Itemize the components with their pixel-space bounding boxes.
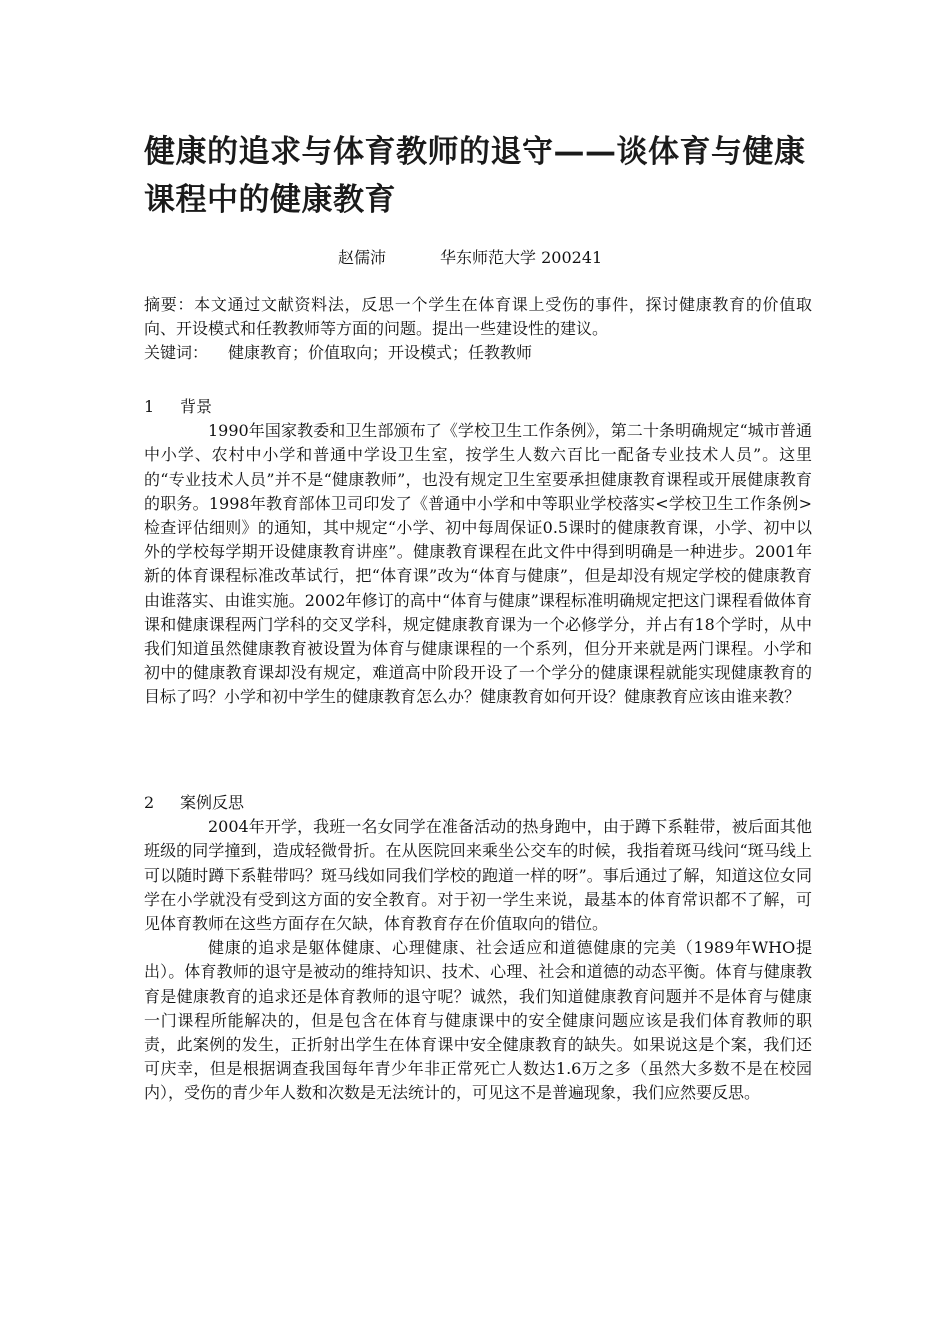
paragraph: 2004年开学，我班一名女同学在准备活动的热身跑中，由于蹲下系鞋带，被后面其他班级的同学撞到，造成轻微骨折。在从医院回来乘坐公交车的时候，我指着斑马线问“斑马线上可以随时蹲下系鞋带吗？斑马线如同我们学校的跑道一样的呀”。事后通过了解，知道这位女同学在小学就没有受到这方面的安全教育。对于初一学生来说，最基本的体育常识都不了解，可见体育教师在这些方面存在欠缺，体育教育存在价值取向的错位。	[144, 817, 812, 934]
section-background	[144, 395, 812, 710]
keywords-text: 健康教育；价值取向；开设模式；任教教师	[228, 343, 533, 363]
abstract-block	[144, 293, 812, 366]
section-number: 2	[144, 793, 155, 812]
section-title: 案例反思	[180, 793, 245, 812]
section-case-reflection	[144, 791, 812, 1106]
abstract-text: 摘要：本文通过文献资料法，反思一个学生在体育课上受伤的事件，探讨健康教育的价值取向、开设模式和任教教师等方面的问题。提出一些建设性的建议。	[144, 295, 812, 339]
paper-title: 健康的追求与体育教师的退守——谈体育与健康课程中的健康教育	[144, 134, 806, 218]
keywords-line	[144, 341, 812, 365]
author-affiliation: 华东师范大学 200241	[440, 248, 603, 267]
author-line	[338, 246, 602, 270]
keywords-label: 关键词：	[144, 343, 209, 363]
section-number: 1	[144, 397, 155, 416]
paragraph: 1990年国家教委和卫生部颁布了《学校卫生工作条例》，第二十条明确规定“城市普通中小学、农村中小学和普通中学设卫生室，按学生人数六百比一配备专业技术人员”。这里的“专业技术人员”并不是“健康教师”，也没有规定卫生室要承担健康教育课程或开展健康教育的职务。1998年教育部体卫司印发了《普通中小学和中等职业学校落实<学校卫生工作条例>检查评估细则》的通知，其中规定“小学、初中每周保证0.5课时的健康教育课，小学、初中以外的学校每学期开设健康教育讲座”。健康教育课程在此文件中得到明确是一种进步。2001年新的体育课程标准改革试行，把“体育课”改为“体育与健康”，但是却没有规定学校的健康教育由谁落实、由谁实施。2002年修订的高中“体育与健康”课程标准明确规定把这门课程看做体育课和健康课程两门学科的交叉学科，规定健康教育课为一个必修学分，并占有18个学时，从中我们知道虽然健康教育被设置为体育与健康课程的一个系列，但分开来就是两门课程。小学和初中的健康教育课却没有规定，难道高中阶段开设了一个学分的健康课程就能实现健康教育的目标了吗？小学和初中学生的健康教育怎么办？健康教育如何开设？健康教育应该由谁来教？	[144, 421, 812, 707]
author-name: 赵儒沛	[338, 248, 387, 267]
paragraph: 健康的追求是躯体健康、心理健康、社会适应和道德健康的完美（1989年WHO提出）。体育教师的退守是被动的维持知识、技术、心理、社会和道德的动态平衡。体育与健康教育是健康教育的追求还是体育教师的退守呢？诚然，我们知道健康教育问题并不是体育与健康一门课程所能解决的，但是包含在体育与健康课中的安全健康问题应该是我们体育教师的职责，此案例的发生，正折射出学生在体育课中安全健康教育的缺失。如果说这是个案，我们还可庆幸，但是根据调查我国每年青少年非正常死亡人数达1.6万之多（虽然大多数不是在校园内），受伤的青少年人数和次数是无法统计的，可见这不是普遍现象，我们应然要反思。	[144, 938, 812, 1103]
section-title: 背景	[180, 397, 213, 416]
section-heading	[144, 395, 812, 419]
section-heading	[144, 791, 812, 815]
